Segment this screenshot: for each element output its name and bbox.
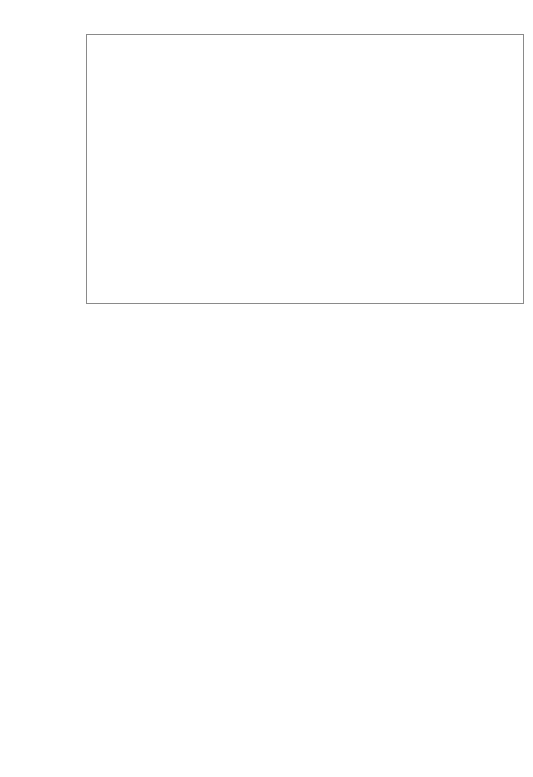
article-line (8, 663, 526, 682)
article-line (8, 682, 526, 701)
article-line (8, 720, 526, 739)
article-line (8, 568, 526, 587)
article-line (8, 378, 526, 397)
article-line (8, 454, 526, 473)
article-line (8, 606, 526, 625)
headline-line (97, 189, 513, 211)
headline-line (97, 217, 513, 239)
article-line (8, 739, 526, 758)
headline-line (97, 49, 513, 71)
date-line (13, 6, 233, 28)
article-line (8, 625, 526, 644)
headline-line (97, 105, 513, 127)
article-line (8, 530, 526, 549)
article-line (8, 511, 526, 530)
article-line (8, 473, 526, 492)
article-line (8, 359, 526, 378)
article-line (8, 416, 526, 435)
article-line (8, 549, 526, 568)
headline-line (97, 161, 513, 183)
article-body (8, 340, 526, 772)
headline-line (97, 245, 513, 267)
headline-box (86, 34, 524, 304)
article-line (8, 644, 526, 663)
headline-line (97, 77, 513, 99)
article-line (8, 397, 526, 416)
article-line (8, 587, 526, 606)
headline-line (97, 133, 513, 155)
article-line (8, 701, 526, 720)
headline-line (97, 273, 513, 295)
article-line (8, 758, 526, 777)
article-line (8, 435, 526, 454)
article-line (8, 340, 526, 359)
article-line (8, 492, 526, 511)
